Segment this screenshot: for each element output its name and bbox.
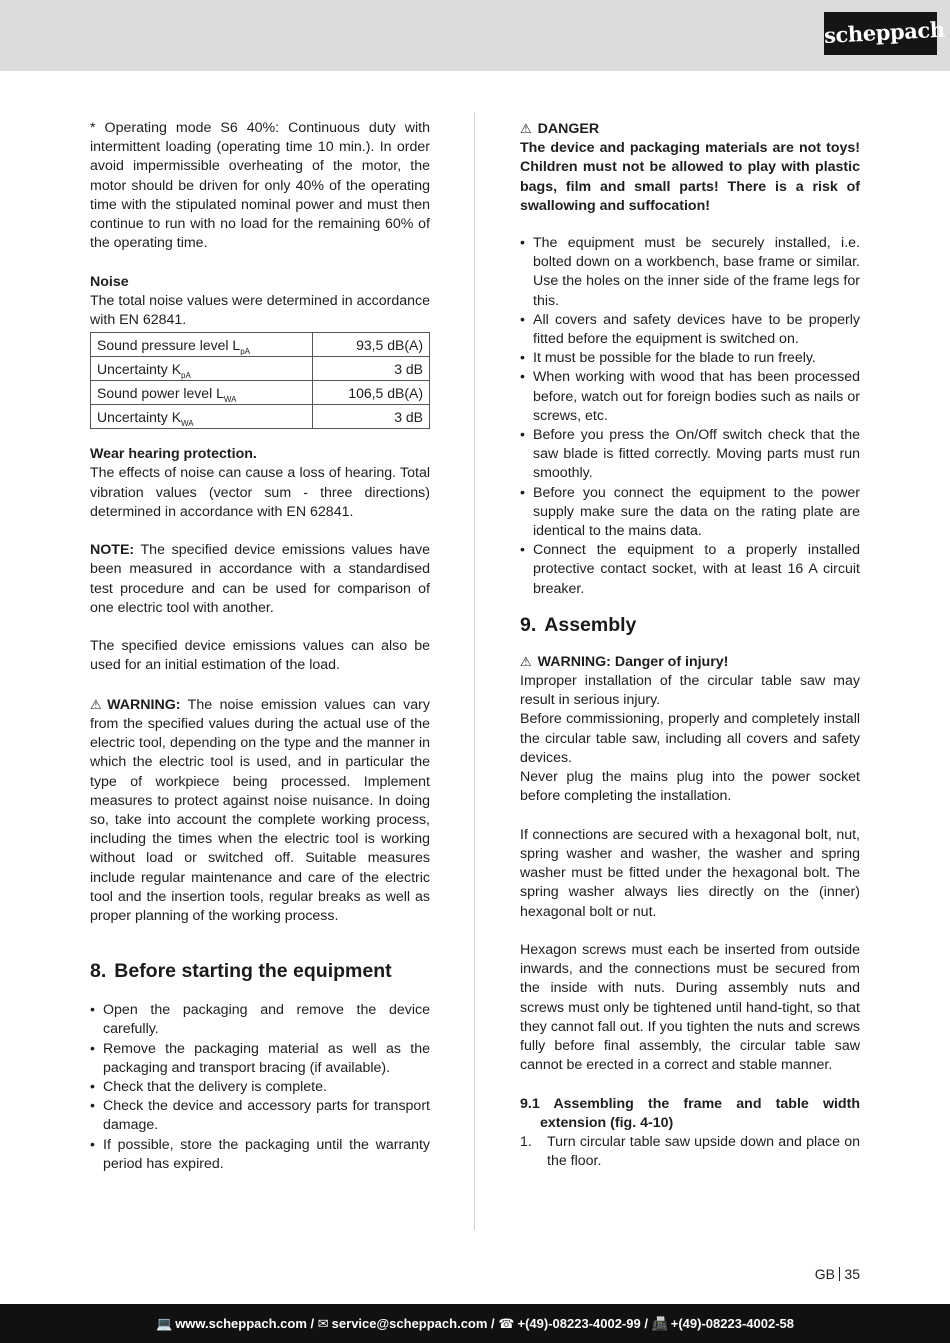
subsection-9-1-steps (520, 1133, 860, 1171)
scheppach-logo (823, 12, 946, 55)
list-item: 1. Turn circular table saw upside down and place on the floor. (520, 1133, 860, 1170)
monitor-icon: 💻 (156, 1316, 173, 1331)
assembly-warning-line: Never plug the mains plug into the power socket before completing the installation. (520, 769, 860, 805)
footer-fax: +(49)-08223-4002-58 (670, 1316, 794, 1331)
table-cell-label: Uncertainty $K_{WA}$ (91, 405, 313, 429)
footer-email[interactable]: service@scheppach.com / (331, 1316, 495, 1331)
warning-paragraph: ⚠ WARNING: The noise emission values can vary from the specified values during the actual use of the electric tool, depending on the type and the manner in which the electric tool is used, and in particular the type of workpiece being processed. Implement measures to protect against noise nuisance. In doing so, take into account the complete working process, including the times when the electric tool is working without load or switched off. Suitable measures include regular maintenance and care of the electric tool and the insertion tools, regular breaks as well as proper planning of the working process. (90, 696, 430, 925)
list-item: • It must be possible for the blade to run freely. (520, 349, 860, 368)
assembly-warning-heading: ⚠ WARNING: Danger of injury! (520, 653, 729, 670)
logo-text: scheppach (823, 16, 946, 48)
list-item: • Before you press the On/Off switch check that the saw blade is fitted correctly. Moving parts must run smoothly. (520, 426, 860, 484)
danger-text: The device and packaging materials are not toys! Children must not be allowed to play with plastic bags, film and small parts! There is a risk of swallowing and suffocation! (520, 140, 860, 214)
table-cell-value: 106,5 dB(A) (312, 381, 429, 405)
list-item: • When working with wood that has been processed before, watch out for foreign bodies such as nails or screws, etc. (520, 368, 860, 426)
hex-screw-paragraph: Hexagon screws must each be inserted from outside inwards, and the connections must be secured from the inside with nuts. During assembly nuts and screws must only be tightened until hand-tight, so that they cannot fall out. If you tighten the nuts and screws fully before final assembly, the circular table saw cannot be erected in a correct and stable manner. (520, 941, 860, 1074)
noise-heading: Noise (90, 273, 129, 290)
table-cell-value: 3 dB (312, 357, 429, 381)
table-cell-label: Sound power level $L_{WA}$ (91, 381, 313, 405)
header-bar (0, 0, 950, 71)
list-item: • Check the device and accessory parts for transport damage. (90, 1097, 430, 1135)
warning-triangle-icon: ⚠ (90, 696, 106, 712)
noise-intro: The total noise values were determined in accordance with EN 62841. (90, 292, 430, 329)
list-item: • Before you connect the equipment to the power supply make sure the data on the rating plate are identical to the mains data. (520, 484, 860, 542)
mail-icon: ✉ (317, 1316, 329, 1331)
table-row (91, 357, 430, 381)
safety-list (520, 234, 860, 599)
subsection-9-1-heading: 9.1 Assembling the frame and table width extension (fig. 4-10) (520, 1095, 860, 1131)
list-item: • Open the packaging and remove the device carefully. (90, 1001, 430, 1039)
footer-phone: +(49)-08223-4002-99 / (517, 1316, 648, 1331)
assembly-warning-line: Before commissioning, properly and completely install the circular table saw, including all covers and safety devices. (520, 711, 860, 766)
hex-bolt-paragraph: If connections are secured with a hexagonal bolt, nut, spring washer and washer, the washer and spring washer must be fitted under the hexagonal bolt. The spring washer always lies directly on the (inner) hexagonal bolt or nut. (520, 826, 860, 920)
table-row (91, 333, 430, 357)
column-divider (474, 112, 475, 1230)
table-row (91, 405, 430, 429)
table-cell-label: Sound pressure level $L_{pA}$ (91, 333, 313, 357)
assembly-warning-line: Improper installation of the circular table saw may result in serious injury. (520, 673, 860, 709)
note-paragraph: NOTE: The specified device emissions values have been measured in accordance with a standardised test procedure and can be used for comparison of one electric tool with another. (90, 542, 430, 616)
warning-triangle-icon: ⚠ (520, 653, 532, 669)
list-item: • Connect the equipment to a properly installed protective contact socket, with at least 16 A circuit breaker. (520, 541, 860, 599)
page-number: GB 35 (814, 1266, 860, 1282)
section-8-list (90, 1001, 430, 1174)
danger-heading: ⚠ DANGER (520, 121, 600, 137)
list-item: • All covers and safety devices have to be properly fitted before the equipment is switched on. (520, 311, 860, 349)
operating-mode-note: * Operating mode S6 40%: Continuous duty with intermittent loading (operating time 10 min.). In order avoid impermissible overheating of the motor, the motor should be driven for only 40% of the operating time with the stipulated nominal power and must then continue to run with no load for the remaining 60% of the operating time. (90, 120, 430, 252)
footer-bar (0, 1304, 950, 1343)
section-9-heading: 9. Assembly (520, 613, 637, 636)
section-8-heading: 8. Before starting the equipment (90, 960, 392, 983)
table-cell-value: 93,5 dB(A) (312, 333, 429, 357)
noise-table (90, 332, 430, 429)
hearing-heading: Wear hearing protection. (90, 446, 257, 463)
table-row (91, 381, 430, 405)
fax-icon: 📠 (651, 1316, 668, 1331)
list-item: • Check that the delivery is complete. (90, 1078, 430, 1097)
table-cell-label: Uncertainty $K_{pA}$ (91, 357, 313, 381)
list-item: • Remove the packaging material as well as the packaging and transport bracing (if available). (90, 1040, 430, 1078)
right-column (520, 119, 860, 1171)
warning-triangle-icon: ⚠ (520, 121, 532, 136)
list-item: • If possible, store the packaging until the warranty period has expired. (90, 1136, 430, 1174)
phone-icon: ☎ (498, 1316, 515, 1331)
footer-web[interactable]: www.scheppach.com / (175, 1316, 315, 1331)
hearing-text: The effects of noise can cause a loss of hearing. Total vibration values (vector sum - three directions) determined in accordance with EN 62841. (90, 465, 430, 520)
estimation-paragraph: The specified device emissions values can also be used for an initial estimation of the load. (90, 638, 430, 674)
table-cell-value: 3 dB (312, 405, 429, 429)
list-item: • The equipment must be securely installed, i.e. bolted down on a workbench, base frame or similar. Use the holes on the inner side of the frame legs for this. (520, 234, 860, 311)
left-column (90, 119, 430, 1174)
